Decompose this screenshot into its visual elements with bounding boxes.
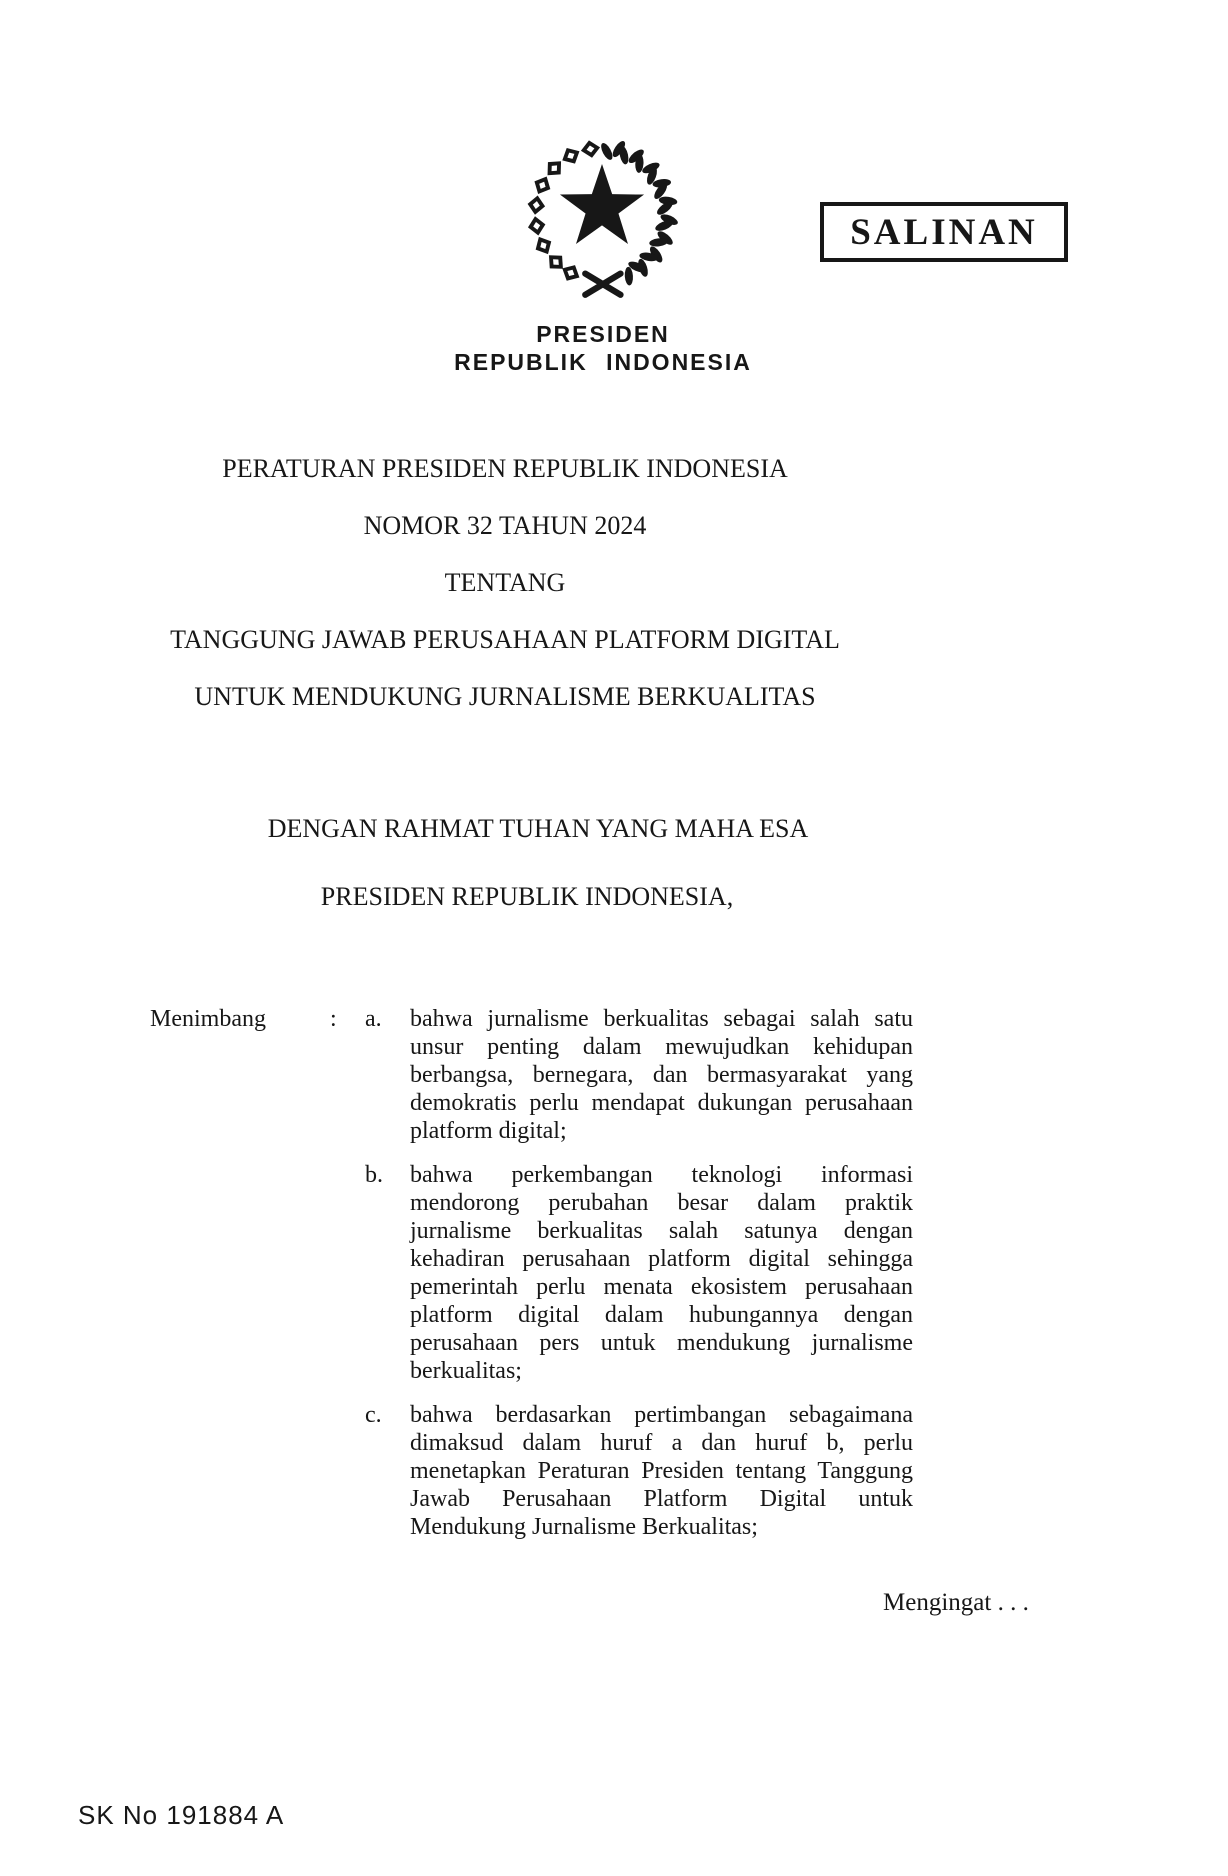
title-line-3: TENTANG	[444, 568, 566, 597]
consideration-marker-a: a.	[365, 1006, 382, 1032]
authority-line: PRESIDEN REPUBLIK INDONESIA,	[320, 882, 734, 911]
title-line-4: TANGGUNG JAWAB PERUSAHAAN PLATFORM DIGITAL	[170, 625, 840, 654]
considerations-list	[365, 1005, 916, 1557]
consideration-text-c: bahwa berdasarkan pertimbangan sebagaimana dimaksud dalam huruf a dan huruf b, perlu menetapkan Peraturan Presiden tentang Tanggung Jawab Perusahaan Platform Digital untuk Mendukung Jurnalisme Berkualitas;	[410, 1402, 913, 1540]
consideration-marker-b: b.	[365, 1162, 383, 1188]
considerations-label: Menimbang	[150, 1006, 266, 1032]
presidential-emblem-icon	[518, 126, 686, 308]
letterhead	[454, 320, 752, 376]
considerations-section	[150, 1005, 916, 1557]
invocation-line: DENGAN RAHMAT TUHAN YANG MAHA ESA	[267, 814, 809, 843]
letterhead-presiden: PRESIDEN	[536, 321, 670, 347]
consideration-item	[365, 1401, 916, 1541]
footer-sk-number: SK No 191884 A	[78, 1800, 285, 1830]
catchword-mengingat: Mengingat . . .	[883, 1589, 1029, 1616]
title-line-1: PERATURAN PRESIDEN REPUBLIK INDONESIA	[222, 454, 788, 483]
consideration-text-b: bahwa perkembangan teknologi informasi mendorong perubahan besar dalam praktik jurnalisme berkualitas salah satunya dengan kehadiran perusahaan platform digital sehingga pemerintah perlu menata ekosistem perusahaan platform digital dalam hubungannya dengan perusahaan pers untuk mendukung jurnalisme berkualitas;	[410, 1162, 913, 1384]
considerations-colon: :	[330, 1006, 337, 1032]
title-line-5: UNTUK MENDUKUNG JURNALISME BERKUALITAS	[194, 682, 816, 711]
title-line-2: NOMOR 32 TAHUN 2024	[363, 511, 647, 540]
salinan-stamp	[820, 202, 1068, 262]
regulation-title	[0, 440, 1010, 725]
consideration-item	[365, 1005, 916, 1145]
consideration-marker-c: c.	[365, 1402, 382, 1428]
consideration-item	[365, 1161, 916, 1385]
consideration-text-a: bahwa jurnalisme berkualitas sebagai salah satu unsur penting dalam mewujudkan kehidupan berbangsa, bernegara, dan bermasyarakat yang demokratis perlu mendapat dukungan perusahaan platform digital;	[410, 1006, 913, 1144]
letterhead-republik-indonesia: REPUBLIK INDONESIA	[454, 349, 752, 375]
salinan-stamp-label: SALINAN	[850, 211, 1038, 253]
